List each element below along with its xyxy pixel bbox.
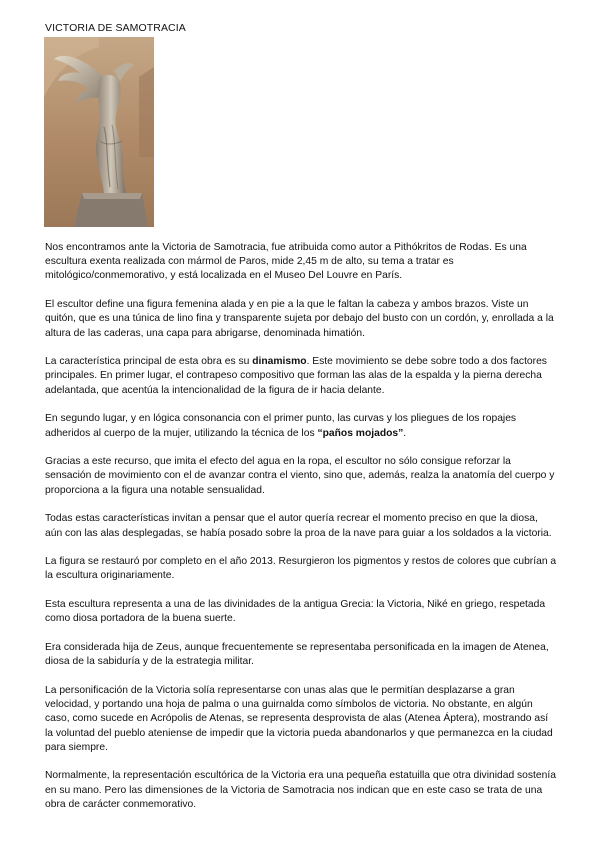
paragraph [45,769,557,812]
paragraph [45,684,557,755]
paragraph-text: Nos encontramos ante la Victoria de Samotracia, fue atribuida como autor a Pithókritos de Rodas. Es una escultura exenta realizada con mármol de Paros, mide 2,45 m de alto, su tema a tratar es mitológico/conmemorativo, y está localizada en el Museo Del Louvre en París. [45,242,527,282]
bold-term: dinamismo [252,356,307,368]
paragraph-text: Era considerada hija de Zeus, aunque frecuentemente se representaba personificada en la imagen de Atenea, diosa de la sabiduría y de la estrategia militar. [45,642,549,668]
paragraph [45,355,557,398]
paragraph [45,555,557,583]
paragraph-text: El escultor define una figura femenina alada y en pie a la que le faltan la cabeza y ambos brazos. Viste un quitón, que es una túnica de lino fina y transparente sujeta por debajo del busto con un cordón, y, enrollada a la altura de las caderas, una capa para abrigarse, denominada himatión. [45,299,554,339]
article-body [45,241,557,827]
bold-term: “paños mojados” [317,427,404,439]
paragraph-text: Normalmente, la representación escultórica de la Victoria era una pequeña estatuilla que otra divinidad sostenía en su mano. Pero las dimensiones de la Victoria de Samotracia nos indican que en este caso se trata de una obra de carácter conmemorativo. [45,770,556,810]
paragraph [45,241,557,284]
paragraph-text: Esta escultura representa a una de las divinidades de la antigua Grecia: la Victoria, Niké en griego, respetada como diosa portadora de la buena suerte. [45,599,546,625]
paragraph [45,641,557,669]
paragraph-text: La figura se restauró por completo en el año 2013. Resurgieron los pigmentos y restos de colores que cubrían a la escultura originariamente. [45,556,557,582]
paragraph-text: . Este movimiento se debe sobre todo a dos factores principales. En primer lugar, el contrapeso compositivo que forman las alas de la espalda y la pierna derecha adelantada, que acentúa la intencionalidad de la figura de ir hacia delante. [45,356,547,396]
paragraph-text: La característica principal de esta obra es su [45,356,253,368]
paragraph-text: . [403,427,407,439]
paragraph [45,512,557,540]
paragraph-text: En segundo lugar, y en lógica consonancia con el primer punto, las curvas y los pliegues de los ropajes adheridos al cuerpo de la mujer, utilizando la técnica de los [45,413,517,439]
paragraph [45,298,557,341]
paragraph-text: Todas estas características invitan a pensar que el autor quería recrear el momento preciso en que la diosa, aún con las alas desplegadas, se había posado sobre la proa de la nave para guiar a los soldados a la victoria. [45,513,552,539]
paragraph-text: Gracias a este recurso, que imita el efecto del agua en la ropa, el escultor no sólo consigue reforzar la sensación de movimiento con el de avanzar contra el viento, sino que, además, realza la anatomía del cuerpo y proporciona a la figura una notable sensualidad. [45,456,555,496]
paragraph [45,455,557,498]
statue-image [44,37,154,227]
paragraph-text: La personificación de la Victoria solía representarse con unas alas que le permitían desplazarse a gran velocidad, y portando una hoja de palma o una guirnalda como símbolos de victoria. No obstante, en algún caso, como sucede en Acrópolis de Atenas, se representa desprovista de alas (Atenea Áptera), mostrando así la voluntad del pueblo ateniense de impedir que la victoria pueda abandonarlos y que permanezca en la ciudad para siempre. [45,684,553,753]
winged-victory-photo [44,37,154,227]
paragraph [45,598,557,626]
paragraph [45,412,557,440]
page-title: VICTORIA DE SAMOTRACIA [45,22,186,34]
